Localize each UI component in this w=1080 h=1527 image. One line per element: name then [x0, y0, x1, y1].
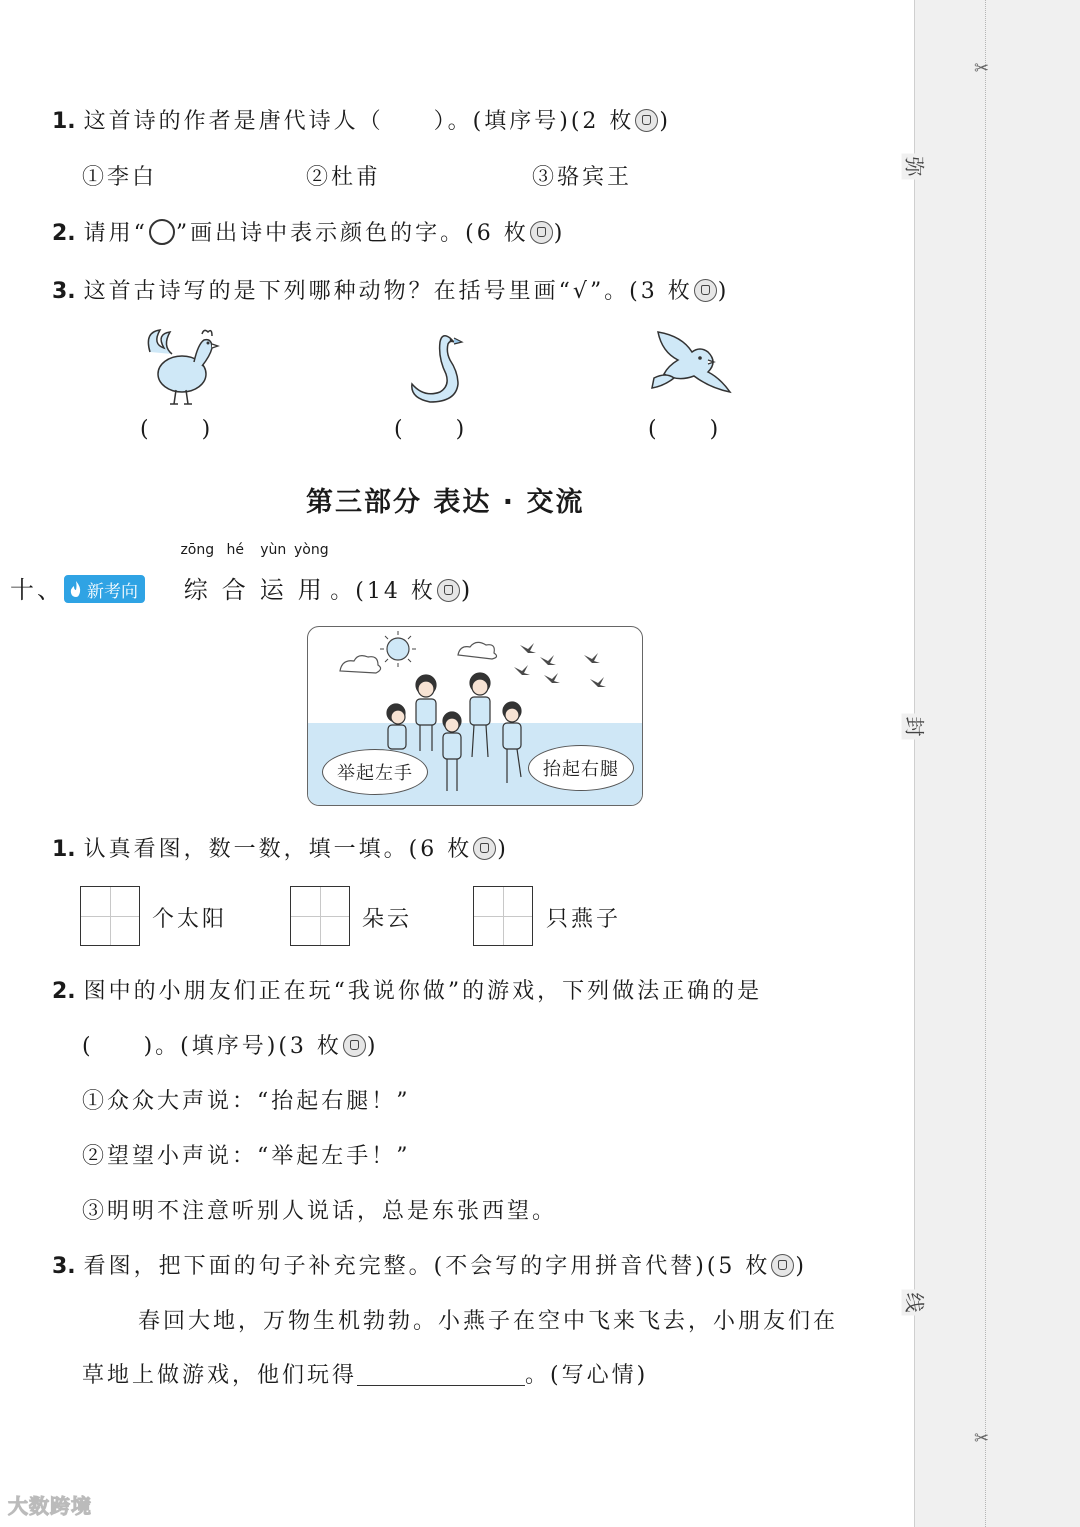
question-2	[52, 216, 565, 247]
char: 综	[183, 576, 211, 604]
scene-illustration	[307, 626, 643, 806]
pinyin-char	[216, 542, 254, 605]
question-text: 。(14 枚	[330, 579, 436, 604]
passage-line-2	[82, 1358, 648, 1389]
fill-blank[interactable]	[357, 1365, 525, 1386]
flame-icon	[69, 580, 83, 598]
close-paren: )	[717, 279, 730, 304]
answer-bracket[interactable]: ( )	[140, 417, 214, 442]
sub-question-2	[52, 974, 762, 1005]
sub-question-1	[52, 832, 509, 863]
thumbs-up-icon	[530, 221, 553, 244]
cut-line	[985, 0, 986, 1527]
bird-image	[648, 326, 732, 402]
pinyin: yòng	[293, 542, 329, 558]
pinyin: zōng	[180, 542, 215, 558]
binding-char-feng: 封	[902, 714, 931, 740]
question-1	[52, 104, 671, 135]
answer-bracket[interactable]: ( )	[648, 417, 722, 442]
box-label-cloud: 朵云	[362, 907, 413, 932]
speech-bubble-left: 举起左手	[322, 749, 428, 795]
close-paren: )	[795, 1254, 808, 1279]
badge-label: 新考向	[87, 581, 138, 602]
box-label-swallow: 只燕子	[546, 907, 622, 932]
question-text: 这首古诗写的是下列哪种动物？在括号里画“√”。(3 枚	[83, 279, 693, 304]
question-number: 1.	[52, 837, 76, 862]
binding-char-xian: 线	[902, 1290, 931, 1316]
close-paren: )	[366, 1034, 379, 1059]
swan-image	[406, 328, 468, 406]
passage-text: 。(写心情)	[525, 1363, 649, 1388]
sub-question-2-line2	[82, 1029, 379, 1060]
answer-box-sun[interactable]	[80, 886, 140, 946]
close-paren: )	[497, 837, 509, 862]
question-text: 图中的小朋友们正在玩“我说你做”的游戏，下列做法正确的是	[83, 979, 763, 1004]
char: 运	[259, 576, 287, 604]
question-number: 2.	[52, 221, 76, 246]
thumbs-up-icon	[343, 1034, 366, 1057]
scissors-icon: ✂	[974, 1428, 990, 1449]
thumbs-up-icon	[437, 579, 460, 602]
rooster-image	[142, 322, 222, 408]
pinyin: yùn	[260, 542, 287, 558]
sub-question-3	[52, 1249, 807, 1280]
question-text: 这首诗的作者是唐代诗人（ ）。(填序号)(2 枚	[83, 109, 635, 134]
scissors-icon: ✂	[974, 58, 990, 79]
close-paren: )	[553, 221, 566, 246]
pinyin-char	[178, 542, 216, 605]
close-paren: )	[659, 109, 672, 134]
passage-line-1: 春回大地，万物生机勃勃。小燕子在空中飞来飞去，小朋友们在	[138, 1309, 839, 1334]
option-1: ①众众大声说：“抬起右腿！”	[82, 1089, 411, 1114]
section-title: 第三部分 表达 · 交流	[306, 487, 585, 518]
question-text: ”画出诗中表示颜色的字。(6 枚	[175, 221, 529, 246]
thumbs-up-icon	[635, 109, 658, 132]
passage-text: 草地上做游戏，他们玩得	[82, 1363, 358, 1388]
char: 用	[297, 576, 325, 604]
question-number: 3.	[52, 1254, 76, 1279]
char: 合	[221, 576, 249, 604]
question-text: ( )。(填序号)(3 枚	[82, 1034, 342, 1059]
question-text: 认真看图，数一数，填一填。(6 枚	[83, 837, 473, 862]
new-trend-badge	[64, 575, 145, 603]
option-3: ③明明不注意听别人说话，总是东张西望。	[82, 1199, 558, 1224]
question-10-heading	[10, 542, 474, 605]
question-text: 看图，把下面的句子补充完整。(不会写的字用拼音代替)(5 枚	[83, 1254, 771, 1279]
speech-bubble-right: 抬起右腿	[528, 745, 634, 791]
pinyin-char	[254, 542, 292, 605]
watermark: 大数跨境	[8, 1494, 92, 1518]
question-number: 3.	[52, 279, 76, 304]
question-index: 十、	[10, 576, 64, 604]
option-2: ②杜甫	[306, 165, 382, 190]
circle-icon	[149, 219, 175, 245]
option-3: ③骆宾王	[532, 165, 633, 190]
question-number: 1.	[52, 109, 76, 134]
thumbs-up-icon	[694, 279, 717, 302]
answer-bracket[interactable]: ( )	[394, 417, 468, 442]
answer-box-cloud[interactable]	[290, 886, 350, 946]
thumbs-up-icon	[771, 1254, 794, 1277]
box-label-sun: 个太阳	[152, 907, 228, 932]
pinyin-char	[292, 542, 330, 605]
option-2: ②望望小声说：“举起左手！”	[82, 1144, 411, 1169]
question-number: 2.	[52, 979, 76, 1004]
close-paren: )	[460, 576, 474, 604]
question-text: 请用“	[83, 221, 148, 246]
binding-char-mi: 弥	[902, 154, 931, 180]
thumbs-up-icon	[473, 837, 496, 860]
option-1: ①李白	[82, 165, 158, 190]
binding-strip	[914, 0, 1080, 1527]
pinyin: hé	[226, 542, 245, 558]
answer-box-swallow[interactable]	[473, 886, 533, 946]
question-3	[52, 274, 729, 305]
